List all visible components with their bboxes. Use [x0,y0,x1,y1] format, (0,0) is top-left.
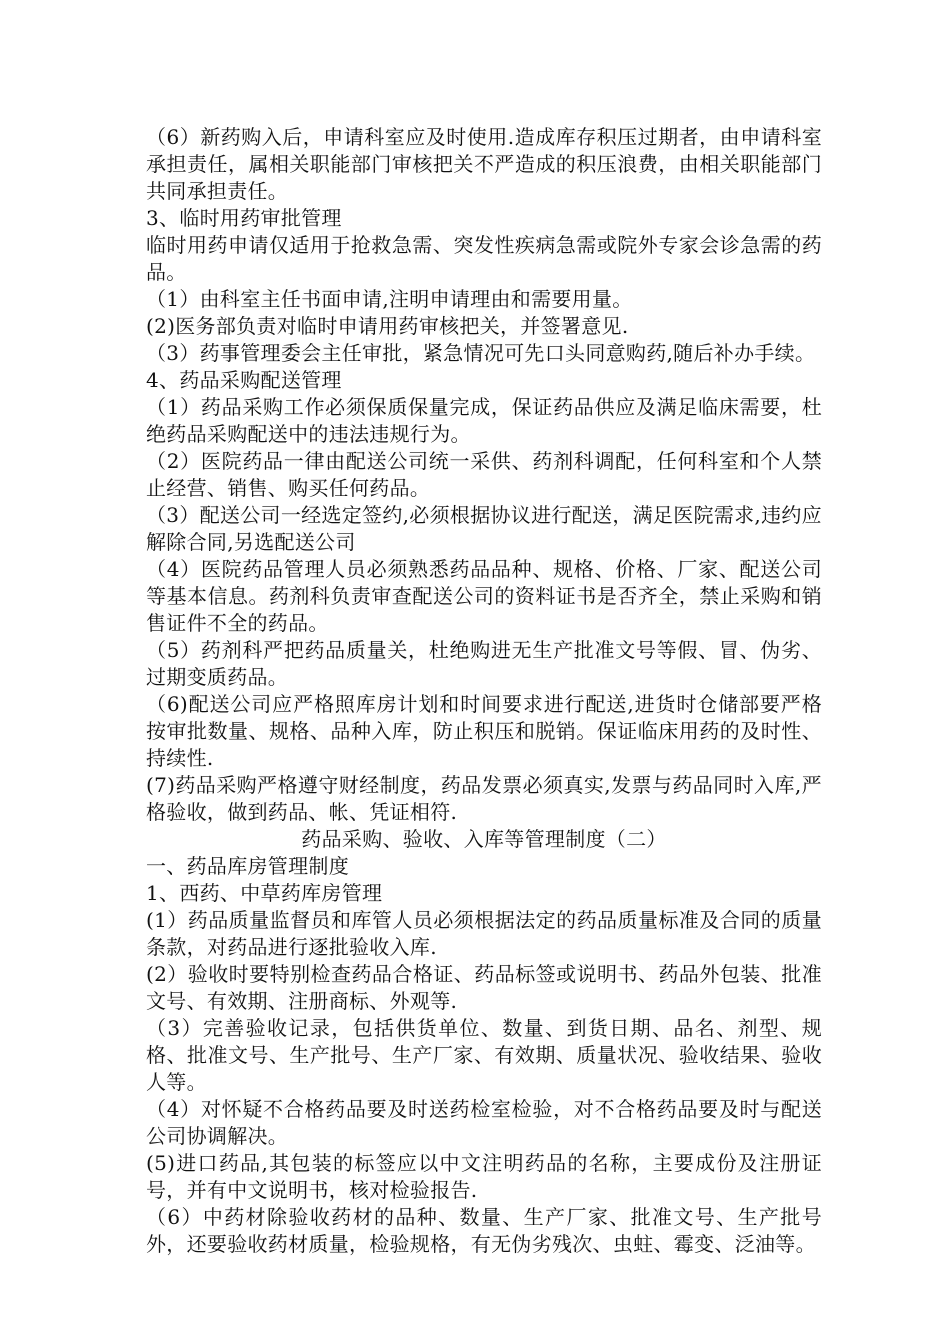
paragraph: (5)进口药品,其包装的标签应以中文注明药品的名称，主要成份及注册证号，并有中文说明书，核对检验报告. [146,1151,822,1202]
paragraph: (2)医务部负责对临时申请用药审核把关，并签署意见. [146,314,629,338]
paragraph: (1）药品质量监督员和库管人员必须根据法定的药品质量标准及合同的质量条款，对药品进行逐批验收入库. [146,908,822,959]
paragraph: （6）中药材除验收药材的品种、数量、生产厂家、批准文号、生产批号外，还要验收药材质量，检验规格，有无伪劣残次、虫蛀、霉变、泛油等。 [146,1205,822,1256]
paragraph: （4）医院药品管理人员必须熟悉药品品种、规格、价格、厂家、配送公司等基本信息。药剂科负责审查配送公司的资料证书是否齐全，禁止采购和销售证件不全的药品。 [146,557,822,635]
paragraph: 临时用药申请仅适用于抢救急需、突发性疾病急需或院外专家会诊急需的药品。 [146,233,822,284]
paragraph: （1）由科室主任书面申请,注明申请理由和需要用量。 [146,287,633,311]
section-heading: 4、药品采购配送管理 [146,368,342,392]
paragraph: (2）验收时要特别检查药品合格证、药品标签或说明书、药品外包装、批准文号、有效期、注册商标、外观等. [146,962,822,1013]
paragraph: （6)配送公司应严格照库房计划和时间要求进行配送,进货时仓储部要严格按审批数量、规格、品种入库，防止积压和脱销。保证临床用药的及时性、持续性. [146,692,822,770]
paragraph: （4）对怀疑不合格药品要及时送药检室检验，对不合格药品要及时与配送公司协调解决。 [146,1097,822,1148]
paragraph: （6）新药购入后，申请科室应及时使用.造成库存积压过期者，由申请科室承担责任，属相关职能部门审核把关不严造成的积压浪费，由相关职能部门共同承担责任。 [146,125,822,203]
paragraph: （3）配送公司一经选定签约,必须根据协议进行配送，满足医院需求,违约应解除合同,另选配送公司 [146,503,822,554]
section-heading: 3、临时用药审批管理 [146,206,342,230]
paragraph: （5）药剂科严把药品质量关，杜绝购进无生产批准文号等假、冒、伪劣、过期变质药品。 [146,638,822,689]
subsection-heading: 1、西药、中草药库房管理 [146,881,383,905]
paragraph: （3）药事管理委会主任审批，紧急情况可先口头同意购药,随后补办手续。 [146,341,816,365]
paragraph: （2）医院药品一律由配送公司统一采供、药剂科调配，任何科室和个人禁止经营、销售、购买任何药品。 [146,449,822,500]
document-body [146,124,822,1258]
paragraph: （3）完善验收记录，包括供货单位、数量、到货日期、品名、剂型、规格、批准文号、生产批号、生产厂家、有效期、质量状况、验收结果、验收人等。 [146,1016,822,1094]
paragraph: （1）药品采购工作必须保质保量完成，保证药品供应及满足临床需要，杜绝药品采购配送中的违法违规行为。 [146,395,822,446]
document-title: 药品采购、验收、入库等管理制度（二） [301,827,667,851]
paragraph: (7)药品采购严格遵守财经制度，药品发票必须真实,发票与药品同时入库,严格验收，做到药品、帐、凭证相符. [146,773,822,824]
section-heading: 一、药品库房管理制度 [146,854,349,878]
